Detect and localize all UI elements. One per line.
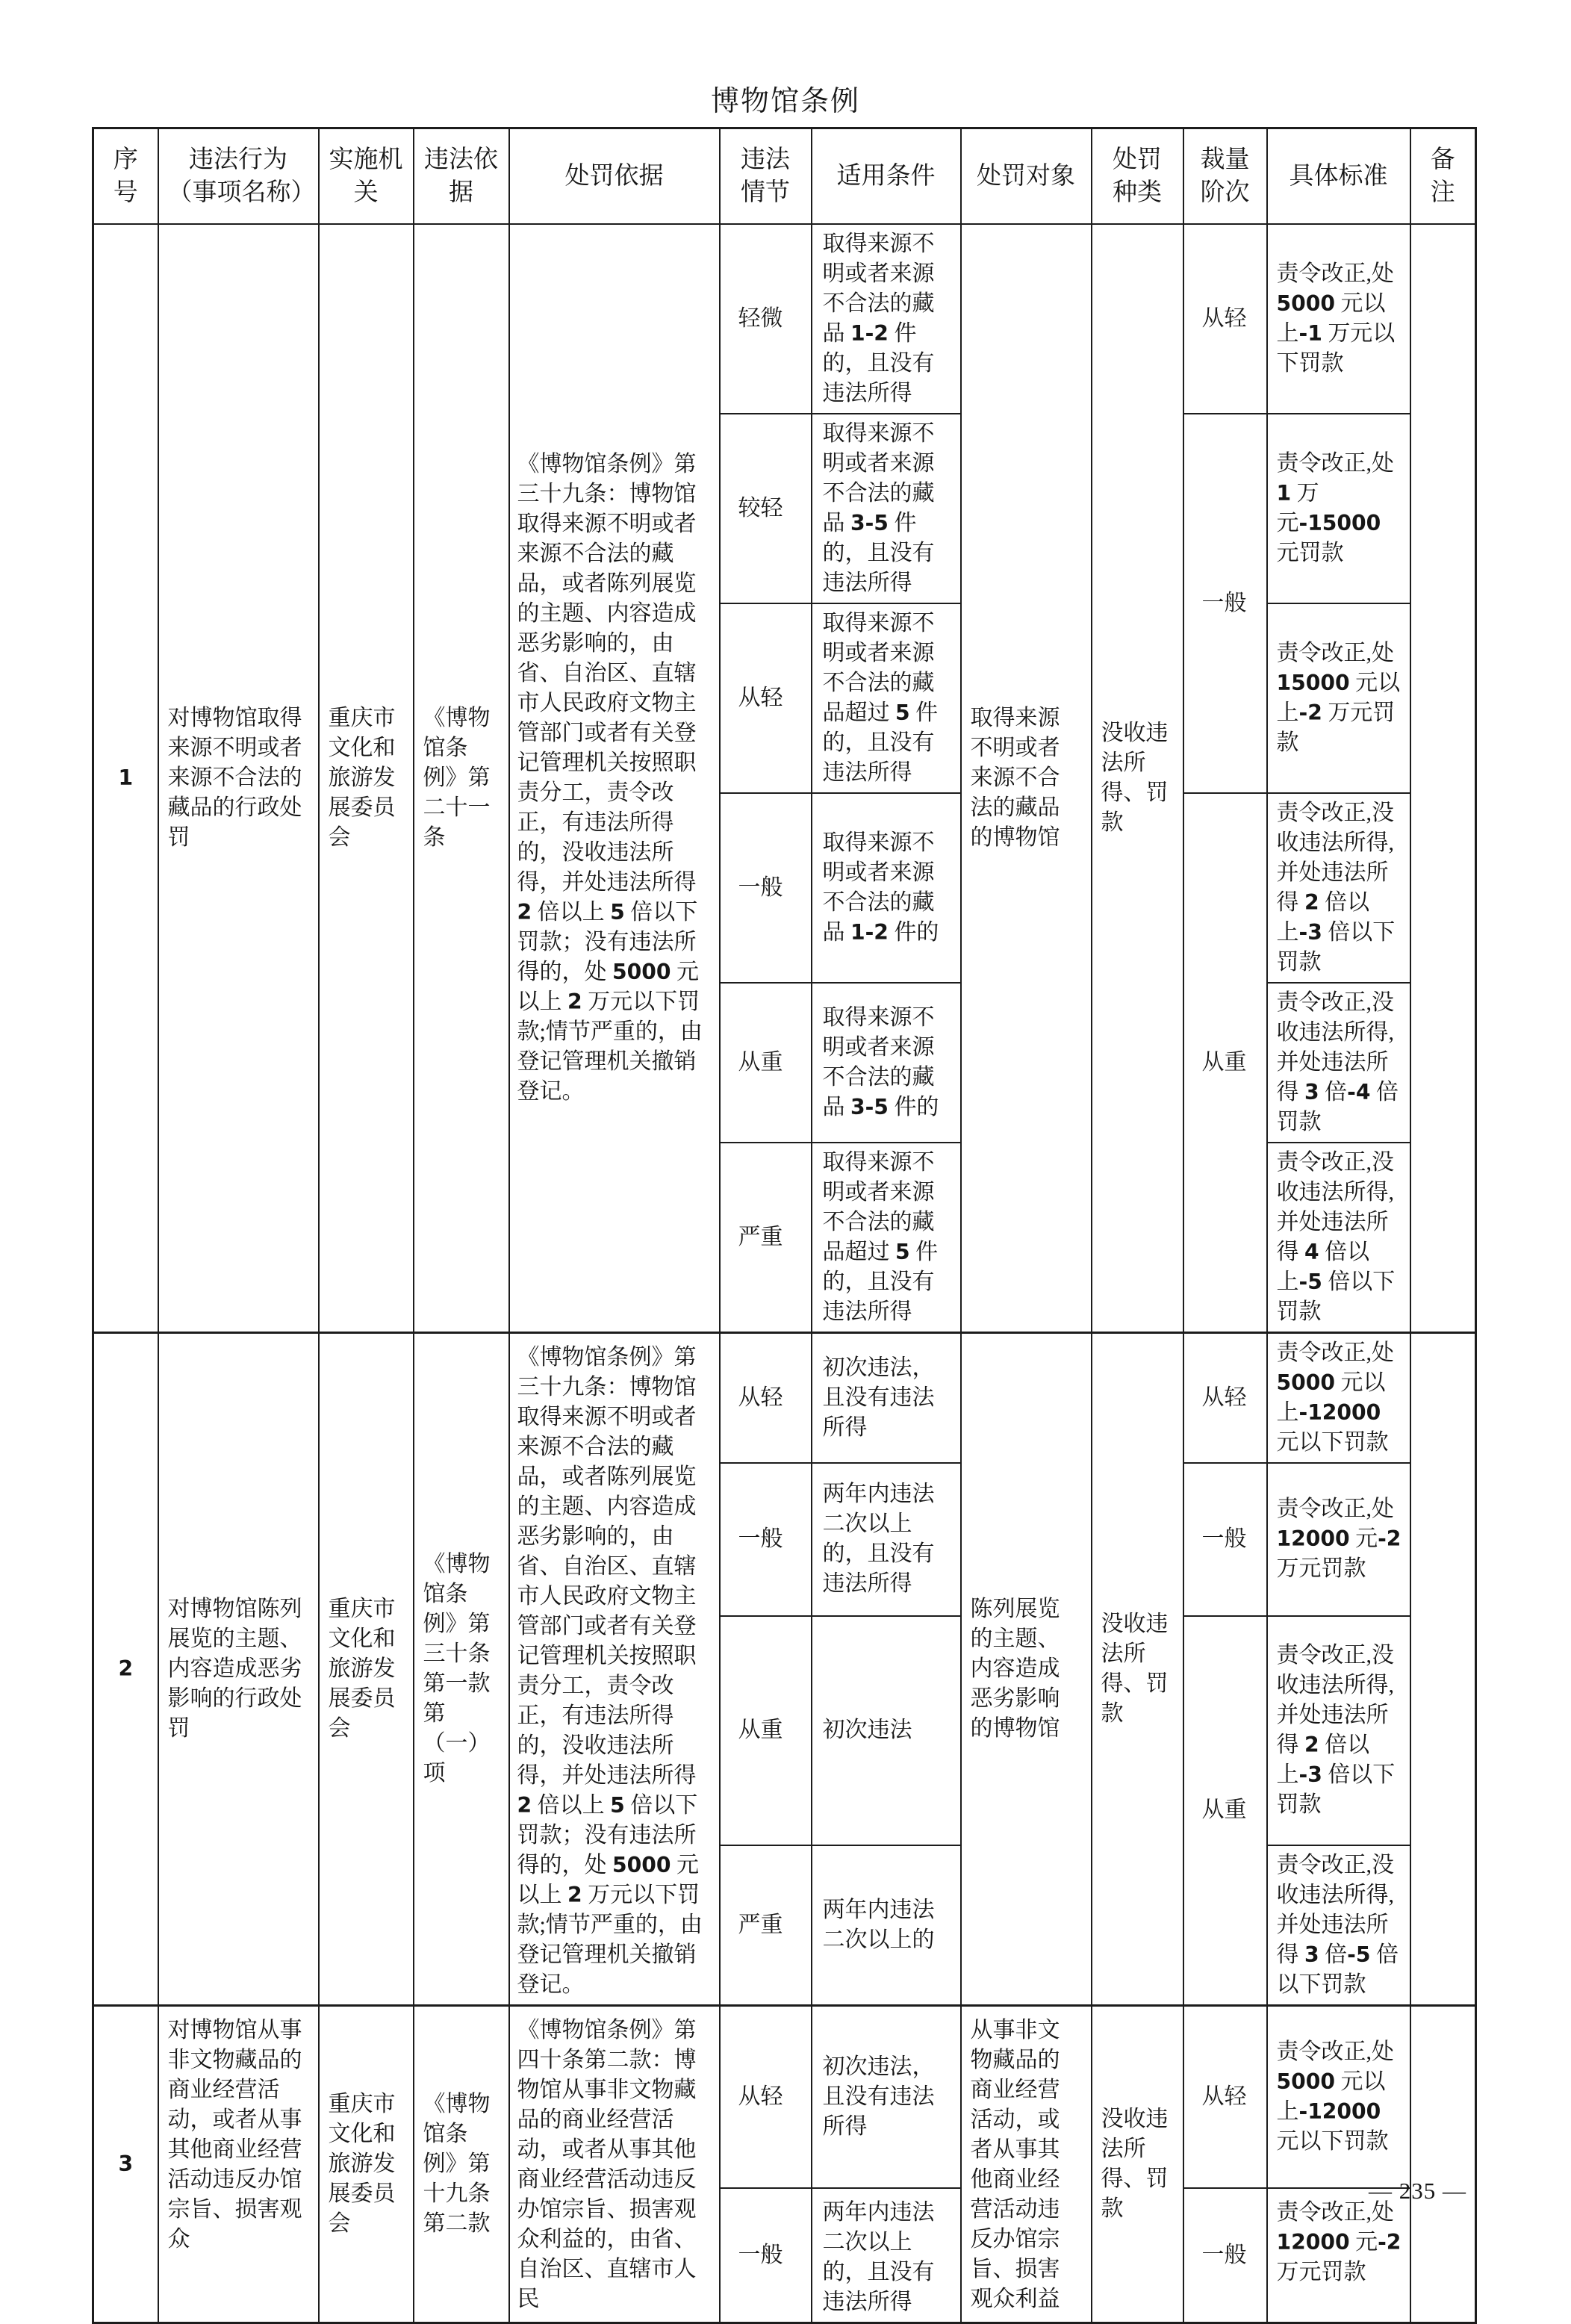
cell-seq-2: 2 [93,1332,158,2005]
col-header-standard: 具体标准 [1267,128,1410,224]
cell-penalty-type-3: 没收违法所得、罚款 [1092,2005,1183,2323]
cell-target-1: 取得来源不明或者来源不合法的藏品的博物馆 [961,224,1092,1333]
cell-condition: 两年内违法二次以上的，且没有违法所得 [812,2188,961,2323]
cell-standard: 责令改正,处12000 元-2 万元罚款 [1267,2188,1410,2323]
cell-condition: 两年内违法二次以上的 [812,1845,961,2006]
page-number: — 235 — [1369,2178,1466,2204]
cell-standard: 责令改正,处5000 元以上-12000 元以下罚款 [1267,1332,1410,1463]
col-header-penalty-type: 处罚种类 [1092,128,1183,224]
cell-discretion-level: 一般 [1183,2188,1267,2323]
cell-discretion-level: 从轻 [1183,224,1267,414]
cell-circumstance: 严重 [720,1143,812,1333]
cell-condition: 两年内违法二次以上的，且没有违法所得 [812,1463,961,1616]
col-header-condition: 适用条件 [812,128,961,224]
cell-discretion-level: 从轻 [1183,2005,1267,2188]
cell-circumstance: 从轻 [720,2005,812,2188]
col-header-penalty-basis: 处罚依据 [509,128,720,224]
cell-penalty-basis-3: 《博物馆条例》第四十条第二款：博物馆从事非文物藏品的商业经营活动，或者从事其他商业经营活动违反办馆宗旨、损害观众利益的，由省、自治区、直辖市人民 [509,2005,720,2323]
cell-circumstance: 一般 [720,2188,812,2323]
cell-circumstance: 较轻 [720,414,812,603]
cell-legal-basis-3: 《博物馆条例》第十九条第二款 [414,2005,509,2323]
cell-violation-3: 对博物馆从事非文物藏品的商业经营活动，或者从事其他商业经营活动违反办馆宗旨、损害观众 [158,2005,319,2323]
cell-standard: 责令改正,没收违法所得,并处违法所得 4 倍以上-5 倍以下罚款 [1267,1143,1410,1333]
cell-condition: 取得来源不明或者来源不合法的藏品 3-5 件的 [812,983,961,1143]
cell-standard: 责令改正,处15000 元以上-2 万元罚款 [1267,603,1410,793]
cell-standard: 责令改正,处12000 元-2 万元罚款 [1267,1463,1410,1616]
cell-agency-3: 重庆市文化和旅游发展委员会 [319,2005,414,2323]
cell-standard: 责令改正,没收违法所得,并处违法所得 2 倍以上-3 倍以下罚款 [1267,793,1410,983]
cell-standard: 责令改正,没收违法所得,并处违法所得 2 倍以上-3 倍以下罚款 [1267,1616,1410,1845]
col-header-discretion-level: 裁量阶次 [1183,128,1267,224]
table-row [93,1332,1476,1463]
cell-condition: 取得来源不明或者来源不合法的藏品超过 5 件的，且没有违法所得 [812,1143,961,1333]
cell-violation-2: 对博物馆陈列展览的主题、内容造成恶劣影响的行政处罚 [158,1332,319,2005]
cell-seq-1: 1 [93,224,158,1333]
cell-condition: 取得来源不明或者来源不合法的藏品超过 5 件的，且没有违法所得 [812,603,961,793]
cell-penalty-type-2: 没收违法所得、罚款 [1092,1332,1183,2005]
cell-condition: 取得来源不明或者来源不合法的藏品 3-5 件的，且没有违法所得 [812,414,961,603]
cell-condition: 初次违法，且没有违法所得 [812,1332,961,1463]
cell-penalty-type-1: 没收违法所得、罚款 [1092,224,1183,1333]
cell-discretion-level: 一般 [1183,1463,1267,1616]
cell-circumstance: 严重 [720,1845,812,2006]
cell-agency-1: 重庆市文化和旅游发展委员会 [319,224,414,1333]
col-header-agency: 实施机关 [319,128,414,224]
cell-standard: 责令改正,处5000 元以上-1 万元以下罚款 [1267,224,1410,414]
cell-standard: 责令改正,没收违法所得,并处违法所得 3 倍-4 倍罚款 [1267,983,1410,1143]
table-row [93,2005,1476,2188]
cell-standard: 责令改正,处1 万元-15000 元罚款 [1267,414,1410,603]
col-header-circumstance: 违法情节 [720,128,812,224]
cell-target-3: 从事非文物藏品的商业经营活动，或者从事其他商业经营活动违反办馆宗旨、损害观众利益 [961,2005,1092,2323]
cell-legal-basis-2: 《博物馆条例》第三十条第一款第（一）项 [414,1332,509,2005]
cell-remark-2 [1410,1332,1476,2005]
cell-circumstance: 从重 [720,1616,812,1845]
cell-circumstance: 从重 [720,983,812,1143]
cell-remark-1 [1410,224,1476,1333]
cell-standard: 责令改正,没收违法所得,并处违法所得 3 倍-5 倍以下罚款 [1267,1845,1410,2006]
col-header-seq: 序号 [93,128,158,224]
cell-seq-3: 3 [93,2005,158,2323]
page-title: 博物馆条例 [710,86,860,117]
cell-remark-3 [1410,2005,1476,2323]
cell-discretion-level: 从重 [1183,1616,1267,2006]
col-header-violation: 违法行为（事项名称） [158,128,319,224]
cell-penalty-basis-2: 《博物馆条例》第三十九条：博物馆取得来源不明或者来源不合法的藏品，或者陈列展览的主题、内容造成恶劣影响的，由省、自治区、直辖市人民政府文物主管部门或者有关登记管理机关按照职责分工，责令改正，有违法所得的，没收违法所得，并处违法所得 2 倍以上 5 倍以下罚款；没有违法所得的，处 5000 元以上 2 万元以下罚款;情节严重的，由登记管理机关撤销登记。 [509,1332,720,2005]
cell-agency-2: 重庆市文化和旅游发展委员会 [319,1332,414,2005]
col-header-target: 处罚对象 [961,128,1092,224]
table-header-row [93,128,1476,224]
cell-condition: 取得来源不明或者来源不合法的藏品 1-2 件的，且没有违法所得 [812,224,961,414]
table-row [93,224,1476,414]
cell-circumstance: 从轻 [720,603,812,793]
cell-penalty-basis-1: 《博物馆条例》第三十九条：博物馆取得来源不明或者来源不合法的藏品，或者陈列展览的主题、内容造成恶劣影响的，由省、自治区、直辖市人民政府文物主管部门或者有关登记管理机关按照职责分工，责令改正，有违法所得的，没收违法所得，并处违法所得 2 倍以上 5 倍以下罚款；没有违法所得的，处 5000 元以上 2 万元以下罚款;情节严重的，由登记管理机关撤销登记。 [509,224,720,1333]
cell-discretion-level: 从轻 [1183,1332,1267,1463]
cell-standard: 责令改正,处5000 元以上-12000 元以下罚款 [1267,2005,1410,2188]
col-header-legal-basis: 违法依据 [414,128,509,224]
cell-target-2: 陈列展览的主题、内容造成恶劣影响的博物馆 [961,1332,1092,2005]
cell-discretion-level: 一般 [1183,414,1267,793]
cell-legal-basis-1: 《博物馆条例》第二十一条 [414,224,509,1333]
cell-condition: 取得来源不明或者来源不合法的藏品 1-2 件的 [812,793,961,983]
cell-condition: 初次违法 [812,1616,961,1845]
cell-circumstance: 轻微 [720,224,812,414]
cell-circumstance: 一般 [720,793,812,983]
cell-circumstance: 一般 [720,1463,812,1616]
col-header-remark: 备注 [1410,128,1476,224]
penalty-discretion-table [92,127,1477,2324]
cell-violation-1: 对博物馆取得来源不明或者来源不合法的藏品的行政处罚 [158,224,319,1333]
cell-condition: 初次违法，且没有违法所得 [812,2005,961,2188]
cell-circumstance: 从轻 [720,1332,812,1463]
cell-discretion-level: 从重 [1183,793,1267,1333]
